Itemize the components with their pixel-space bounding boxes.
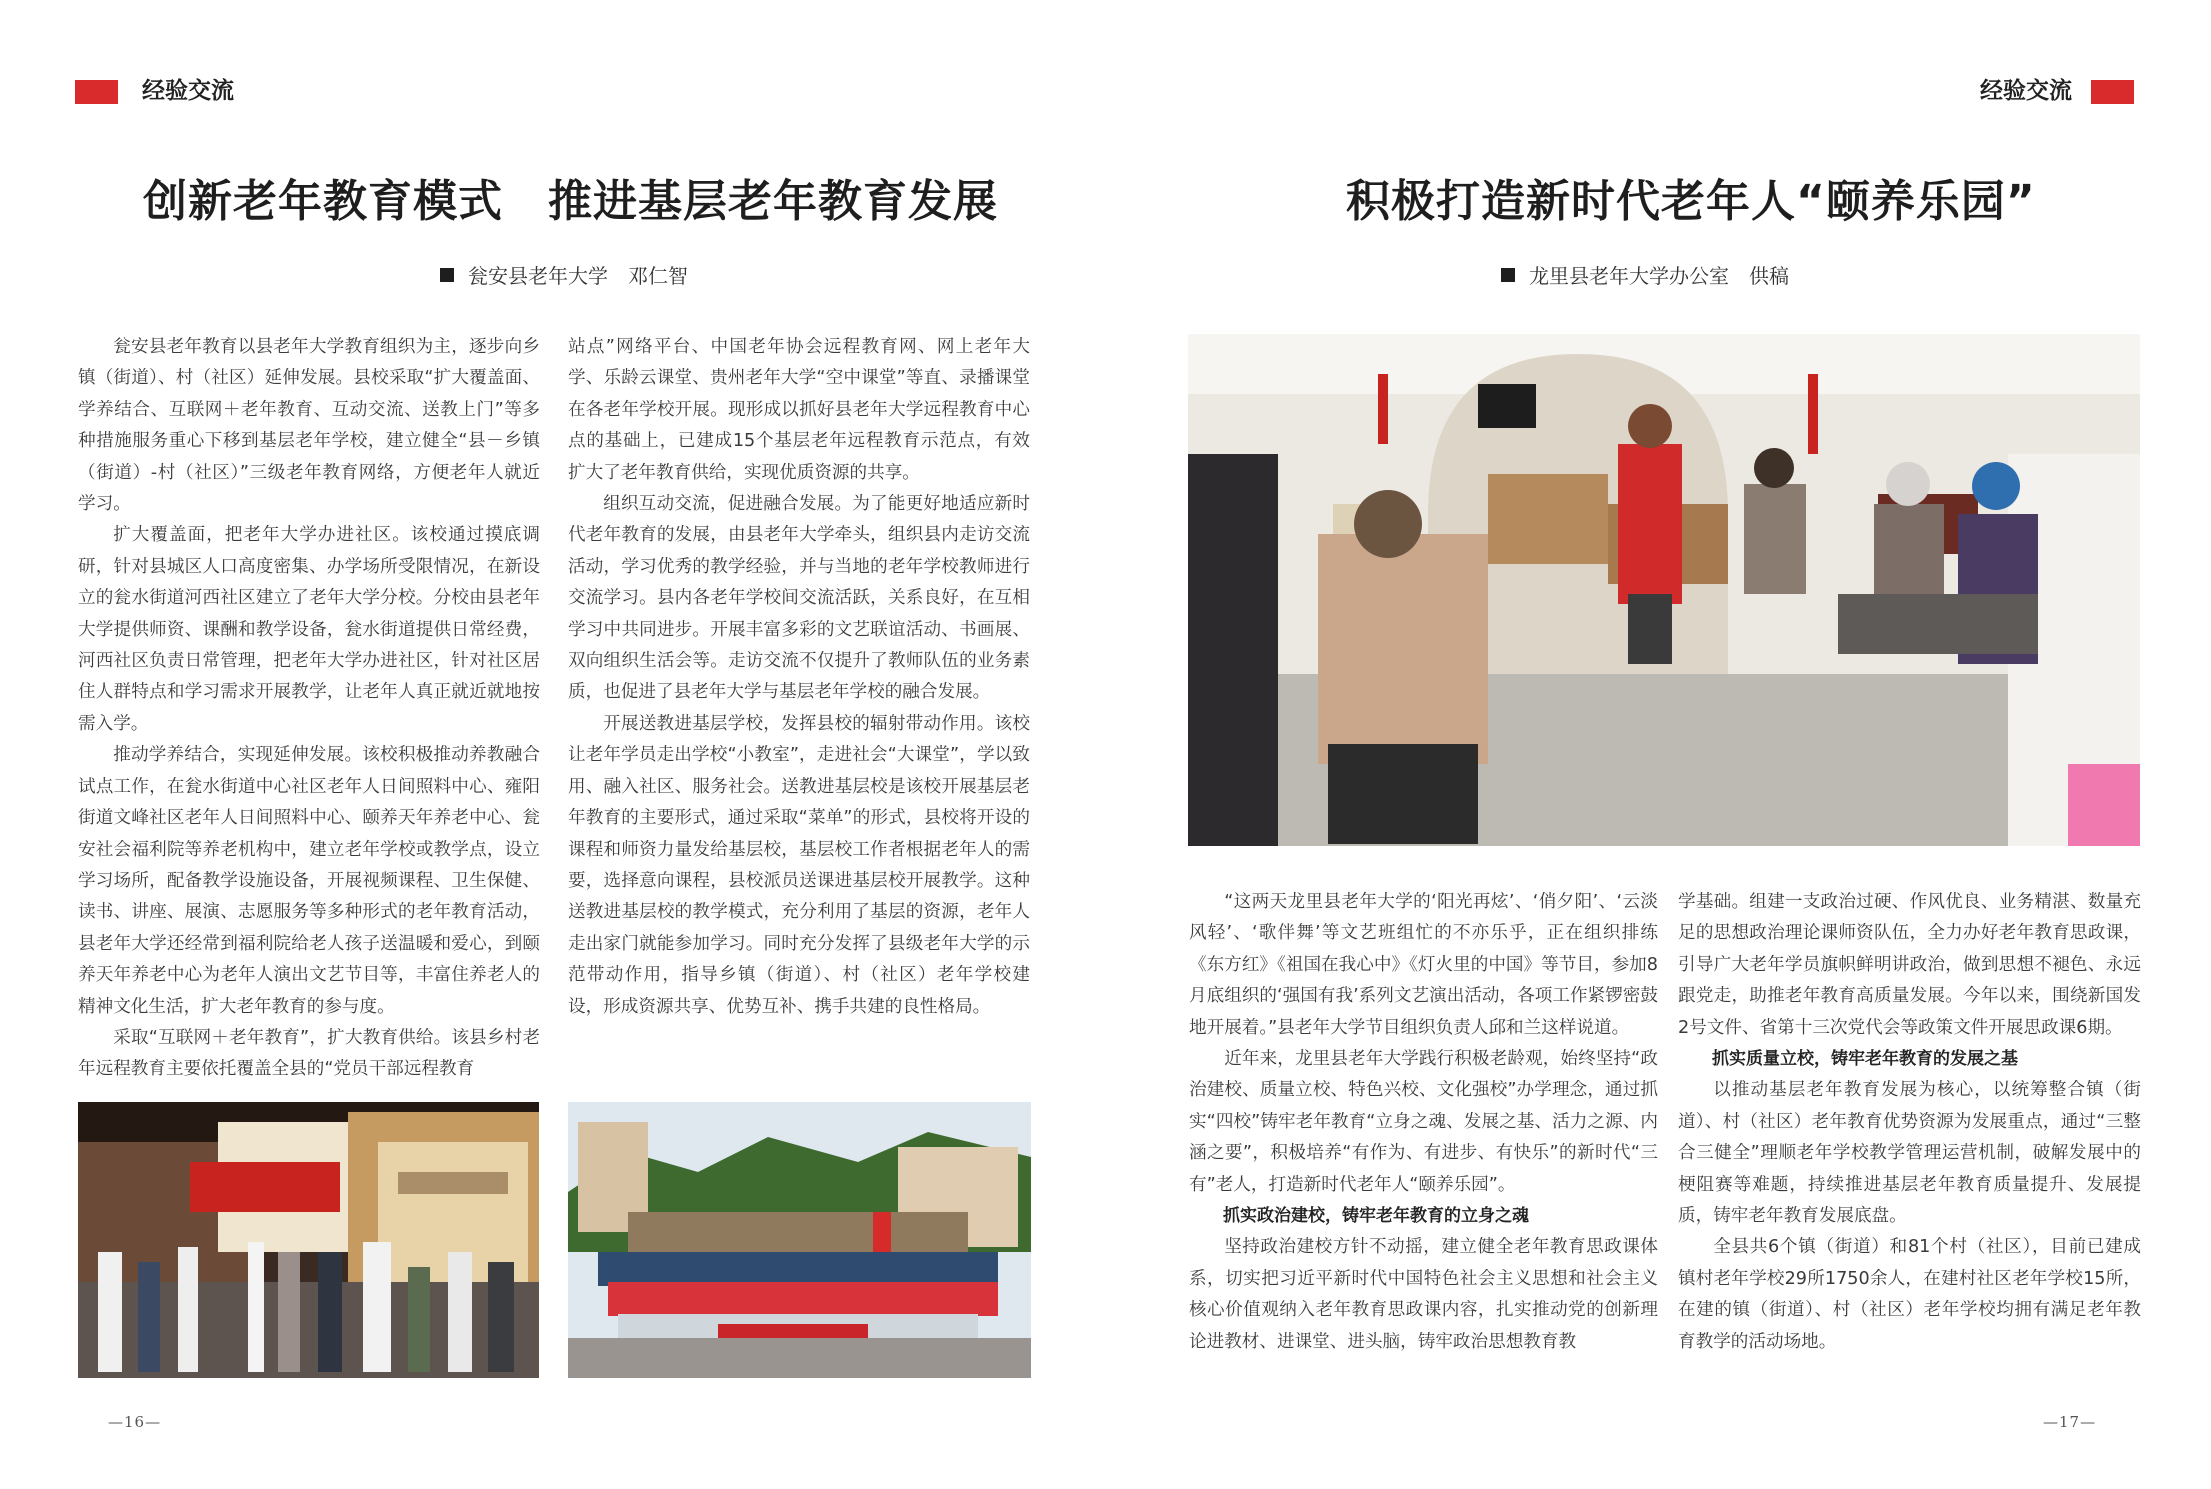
article-column-1 — [78, 332, 540, 1086]
article-column-2 — [1678, 887, 2141, 1358]
right-page — [1105, 0, 2211, 1489]
section-label: 经验交流 — [1980, 78, 2072, 104]
byline-square-icon — [440, 268, 454, 282]
paragraph: 全县共6个镇（街道）和81个村（社区），目前已建成镇村老年学校29所1750余人，在建村社区老年学校15所，在建的镇（街道）、村（社区）老年学校均拥有满足老年教育教学的活动场地。 — [1678, 1237, 2141, 1352]
paragraph: 扩大覆盖面，把老年大学办进社区。该校通过摸底调研，针对县城区人口高度密集、办学场所受限情况，在新设立的瓮水街道河西社区建立了老年大学分校。分校由县老年大学提供师资、课酬和教学设备，瓮水街道提供日常经费，河西社区负责日常管理，把老年大学办进社区，针对社区居住人群特点和学习需求开展教学，让老年人真正就近就地按需入学。 — [78, 525, 540, 734]
rehearsal-room-photo — [1188, 334, 2140, 846]
left-page — [0, 0, 1105, 1489]
byline-text: 龙里县老年大学办公室 供稿 — [1529, 264, 1789, 288]
article-column-2 — [568, 332, 1030, 1023]
tai-chi-activity-photo — [78, 1102, 539, 1378]
paragraph: “这两天龙里县老年大学的‘阳光再炫’、‘俏夕阳’、‘云淡风轻’、‘歌伴舞’等文艺班组忙的不亦乐乎，正在组织排练《东方红》《祖国在我心中》《灯火里的中国》等节目，参加8月底组织的‘强国有我’系列文艺演出活动，各项工作紧锣密鼓地开展着。”县老年大学节目组织负责人邱和兰这样说道。 — [1189, 892, 1658, 1038]
paragraph: 坚持政治建校方针不动摇，建立健全老年教育思政课体系，切实把习近平新时代中国特色社会主义思想和社会主义核心价值观纳入老年教育思政课内容，扎实推动党的创新理论进教材、进课堂、进头脑，铸牢政治思想教育教 — [1189, 1237, 1658, 1352]
paragraph: 推动学养结合，实现延伸发展。该校积极推动养教融合试点工作，在瓮水街道中心社区老年人日间照料中心、雍阳街道文峰社区老年人日间照料中心、颐养天年养老中心、瓮安社会福利院等养老机构中，建立老年学校或教学点，设立学习场所，配备教学设施设备，开展视频课程、卫生保健、读书、讲座、展演、志愿服务等多种形式的老年教育活动，县老年大学还经常到福利院给老人孩子送温暖和爱心，到颐养天年养老中心为老年人演出文艺节目等，丰富住养老人的精神文化生活，扩大老年教育的参与度。 — [78, 745, 540, 1017]
paragraph: 以推动基层老年教育发展为核心，以统筹整合镇（街道）、村（社区）老年教育优势资源为发展重点，通过“三整合三健全”理顺老年学校教学管理运营机制，破解发展中的梗阻赛等难题，持续推进基层老年教育质量提升、发展提质，铸牢老年教育发展底盘。 — [1678, 1080, 2141, 1227]
subheading: 抓实质量立校，铸牢老年教育的发展之基 — [1712, 1049, 2018, 1070]
article-title: 积极打造新时代老年人“颐养乐园” — [1346, 176, 2036, 227]
paragraph: 采取“互联网＋老年教育”，扩大教育供给。该县乡村老年远程教育主要依托覆盖全县的“党员干部远程教育 — [78, 1027, 540, 1080]
paragraph: 近年来，龙里县老年大学践行积极老龄观，始终坚持“政治建校、质量立校、特色兴校、文化强校”办学理念，通过抓实“四校”铸牢老年教育“立身之魂、发展之基、活力之源、内涵之要”，积极培养“有作为、有进步、有快乐”的新时代“三有”老人，打造新时代老年人“颐养乐园”。 — [1189, 1049, 1658, 1195]
paragraph: 组织互动交流，促进融合发展。为了能更好地适应新时代老年教育的发展，由县老年大学牵头，组织县内走访交流活动，学习优秀的教学经验，并与当地的老年学校教师进行交流学习。县内各老年学校间交流活跃，关系良好，在互相学习中共同进步。开展丰富多彩的文艺联谊活动、书画展、双向组织生活会等。走访交流不仅提升了教师队伍的业务素质，也促进了县老年大学与基层老年学校的融合发展。 — [568, 494, 1030, 703]
byline-square-icon — [1501, 268, 1515, 282]
paragraph: 瓮安县老年教育以县老年大学教育组织为主，逐步向乡镇（街道）、村（社区）延伸发展。县校采取“扩大覆盖面、学养结合、互联网＋老年教育、互动交流、送教上门”等多种措施服务重心下移到基层老年学校，建立健全“县－乡镇（街道）-村（社区）”三级老年教育网络，方便老年人就近学习。 — [78, 337, 540, 515]
page-number: —16— — [108, 1413, 162, 1431]
byline-text: 瓮安县老年大学 邓仁智 — [468, 264, 688, 288]
section-marker-bar — [75, 80, 118, 104]
article-title: 创新老年教育模式 推进基层老年教育发展 — [143, 176, 998, 227]
section-label: 经验交流 — [142, 78, 234, 104]
subheading: 抓实政治建校，铸牢老年教育的立身之魂 — [1223, 1206, 1529, 1227]
page-number: —17— — [2043, 1413, 2097, 1431]
paragraph: 学基础。组建一支政治过硬、作风优良、业务精湛、数量充足的思想政治理论课师资队伍，全力办好老年教育思政课，引导广大老年学员旗帜鲜明讲政治，做到思想不褪色、永远跟党走，助推老年教育高质量发展。今年以来，围绕新国发2号文件、省第十三次党代会等政策文件开展思政课6期。 — [1678, 892, 2141, 1038]
article-column-1 — [1189, 887, 1658, 1358]
article-byline — [440, 261, 688, 291]
section-marker-bar — [2091, 80, 2134, 104]
group-exchange-photo — [568, 1102, 1031, 1378]
article-byline — [1501, 261, 1789, 291]
paragraph: 开展送教进基层学校，发挥县校的辐射带动作用。该校让老年学员走出学校“小教室”，走进社会“大课堂”，学以致用、融入社区、服务社会。送教进基层校是该校开展基层老年教育的主要形式，通过采取“菜单”的形式，县校将开设的课程和师资力量发给基层校，基层校工作者根据老年人的需要，选择意向课程，县校派员送课进基层校开展教学。这种送教进基层校的教学模式，充分利用了基层的资源，老年人走出家门就能参加学习。同时充分发挥了县级老年大学的示范带动作用，指导乡镇（街道）、村（社区）老年学校建设，形成资源共享、优势互补、携手共建的良性格局。 — [568, 713, 1030, 1017]
paragraph: 站点”网络平台、中国老年协会远程教育网、网上老年大学、乐龄云课堂、贵州老年大学“空中课堂”等直、录播课堂在各老年学校开展。现形成以抓好县老年大学远程教育中心点的基础上，已建成15个基层老年远程教育示范点，有效扩大了老年教育供给，实现优质资源的共享。 — [568, 337, 1030, 483]
